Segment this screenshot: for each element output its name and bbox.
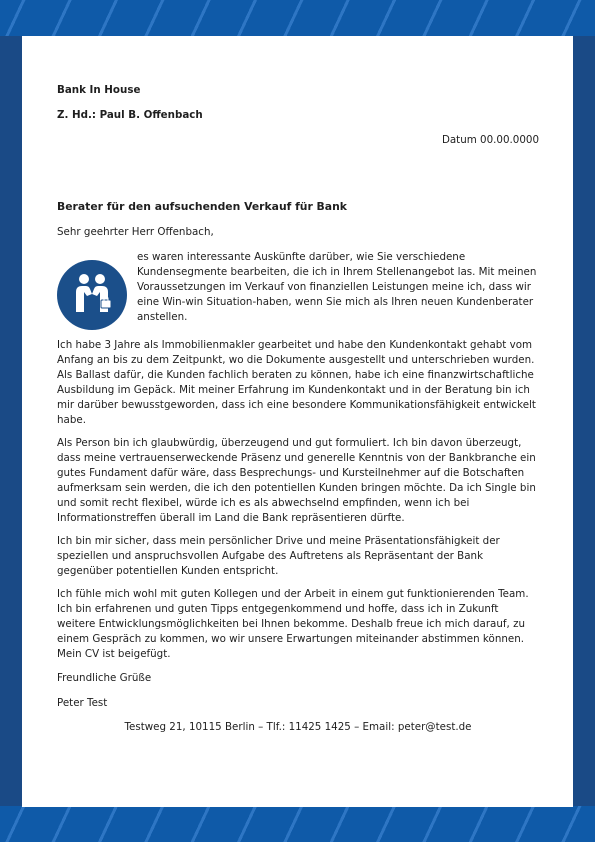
body-paragraph: Ich fühle mich wohl mit guten Kollegen und der Arbeit in einem gut funktionierenden Team. Ich bin erfahrenen und guten Tipps entgegenkommend und hoffe, dass ich in Zukunft weitere Entwicklungsmöglichkeiten bei Ihnen bekomme. Deshalb freue ich mich darauf, zu einem Gespräch zu kommen, wo wir unsere Erwartungen miteinander abstimmen können. Mein CV ist beigefügt.: [57, 588, 529, 660]
bottom-decorative-stripe: [0, 806, 595, 842]
intro-paragraph: es waren interessante Auskünfte darüber, wie Sie verschiedene Kundensegmente bearbeiten, die ich in Ihrem Stellenangebot las. Mit meinen Voraussetzungen im Verkauf von finanziellen Leistungen meine ich, dass wir eine Win-win Situation-haben, wenn Sie mich als Ihren neuen Kundenberater anstellen.: [137, 251, 537, 323]
salutation: Sehr geehrter Herr Offenbach,: [57, 226, 214, 238]
handshake-meeting-icon: [57, 260, 127, 330]
body-paragraph: Ich habe 3 Jahre als Immobilienmakler gearbeitet und habe den Kundenkontakt gehabt vom Anfang an bis zu dem Zeitpunkt, wo die Dokumente ausgestellt und unterschrieben wurden. Als Ballast dafür, die Kunden fachlich beraten zu können, habe ich eine finanzwirtschaftliche Ausbildung im Gepäck. Mit meiner Erfahrung im Kundenkontakt und in der Beratung bin ich mir darüber bewusstgeworden, dass ich eine besondere Kommunikationsfähigkeit entwickelt habe.: [57, 339, 536, 426]
recipient-block: [57, 83, 539, 123]
letter-date: Datum 00.00.0000: [441, 134, 539, 146]
recipient-company: Bank In House: [57, 84, 141, 96]
signature-name: Peter Test: [57, 697, 108, 709]
body-paragraph: Als Person bin ich glaubwürdig, überzeugend und gut formuliert. Ich bin davon überzeugt, dass meine vertrauenserweckende Präsenz und generelle Kenntnis von der Bankbranche ein gutes Fundament dafür wäre, dass Besprechungs- und Kursteilnehmer auf die Botschaften aufmerksam sein werden, die ich den potentiellen Kunden bringen möchte. Da ich Single bin und somit recht flexibel, würde ich es als abwechselnd empfinden, wenn ich bei Informationstreffen überall im Land die Bank repräsentieren dürfte.: [57, 437, 536, 524]
recipient-attention: Z. Hd.: Paul B. Offenbach: [57, 109, 203, 121]
contact-footer: Testweg 21, 10115 Berlin – Tlf.: 11425 1425 – Email: peter@test.de: [124, 721, 472, 733]
letter-page: [22, 36, 573, 807]
letter-subject: Berater für den aufsuchenden Verkauf für Bank: [57, 200, 347, 213]
closing: Freundliche Grüße: [57, 672, 152, 684]
top-decorative-stripe: [0, 0, 595, 36]
body-paragraph: Ich bin mir sicher, dass mein persönlicher Drive und meine Präsentationsfähigkeit der speziellen und anspruchsvollen Aufgabe des Auftretens als Repräsentant der Bank gegenüber potentiellen Kunden entspricht.: [57, 535, 500, 577]
intro-section: [57, 250, 539, 330]
letter-content: [57, 83, 539, 735]
